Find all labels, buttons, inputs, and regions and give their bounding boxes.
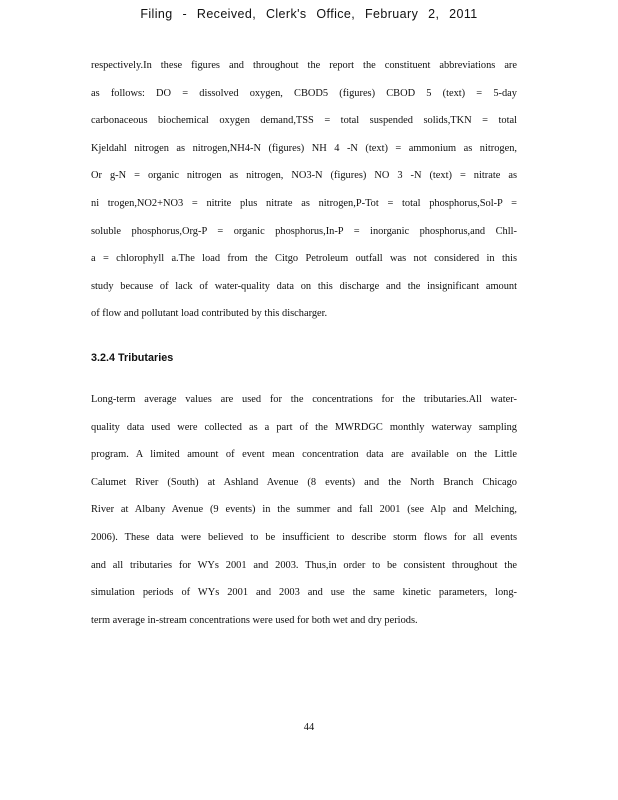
paragraph-line: ni trogen,NO2+NO3 = nitrite plus nitrate as nitrogen,P-Tot = total phosphorus,Sol-P = [91, 197, 517, 209]
paragraph-line: as follows: DO = dissolved oxygen, CBOD5 (figures) CBOD 5 (text) = 5-day [91, 87, 517, 99]
paragraph-line: Kjeldahl nitrogen as nitrogen,NH4-N (figures) NH 4 -N (text) = ammonium as nitrogen, [91, 142, 517, 154]
paragraph-line: of flow and pollutant load contributed by this discharger. [91, 308, 328, 320]
paragraph-line: study because of lack of water-quality data on this discharge and the insignificant amount [91, 280, 517, 292]
paragraph-line: Or g-N = organic nitrogen as nitrogen, NO3-N (figures) NO 3 -N (text) = nitrate as [91, 170, 517, 182]
paragraph-abbreviations [91, 59, 517, 335]
page-number: 44 [303, 722, 315, 733]
paragraph-line: respectively.In these figures and throughout the report the constituent abbreviations are [91, 60, 517, 71]
filing-header: Filing - Received, Clerk's Office, February 2, 2011 [140, 7, 478, 21]
paragraph-tributaries [91, 393, 517, 641]
paragraph-line: 2006). These data were believed to be insufficient to describe storm flows for all events [91, 531, 517, 543]
paragraph-line: and all tributaries for WYs 2001 and 2003. Thus,in order to be consistent throughout the [91, 559, 517, 571]
paragraph-line: program. A limited amount of event mean concentration data are available on the Little [91, 449, 517, 461]
paragraph-line: carbonaceous biochemical oxygen demand,TSS = total suspended solids,TKN = total [91, 115, 517, 127]
paragraph-line: simulation periods of WYs 2001 and 2003 and use the same kinetic parameters, long- [91, 587, 517, 599]
section-heading: 3.2.4 Tributaries [91, 352, 174, 364]
paragraph-line: term average in-stream concentrations were used for both wet and dry periods. [91, 614, 418, 626]
paragraph-line: soluble phosphorus,Org-P = organic phosphorus,In-P = inorganic phosphorus,and Chll- [91, 225, 517, 237]
paragraph-line: River at Albany Avenue (9 events) in the summer and fall 2001 (see Alp and Melching, [91, 504, 517, 516]
paragraph-line: Long-term average values are used for the concentrations for the tributaries.All water- [91, 394, 517, 405]
paragraph-line: a = chlorophyll a.The load from the Citgo Petroleum outfall was not considered in this [91, 253, 517, 265]
paragraph-line: quality data used were collected as a part of the MWRDGC monthly waterway sampling [91, 421, 517, 433]
paragraph-line: Calumet River (South) at Ashland Avenue (8 events) and the North Branch Chicago [91, 476, 517, 488]
